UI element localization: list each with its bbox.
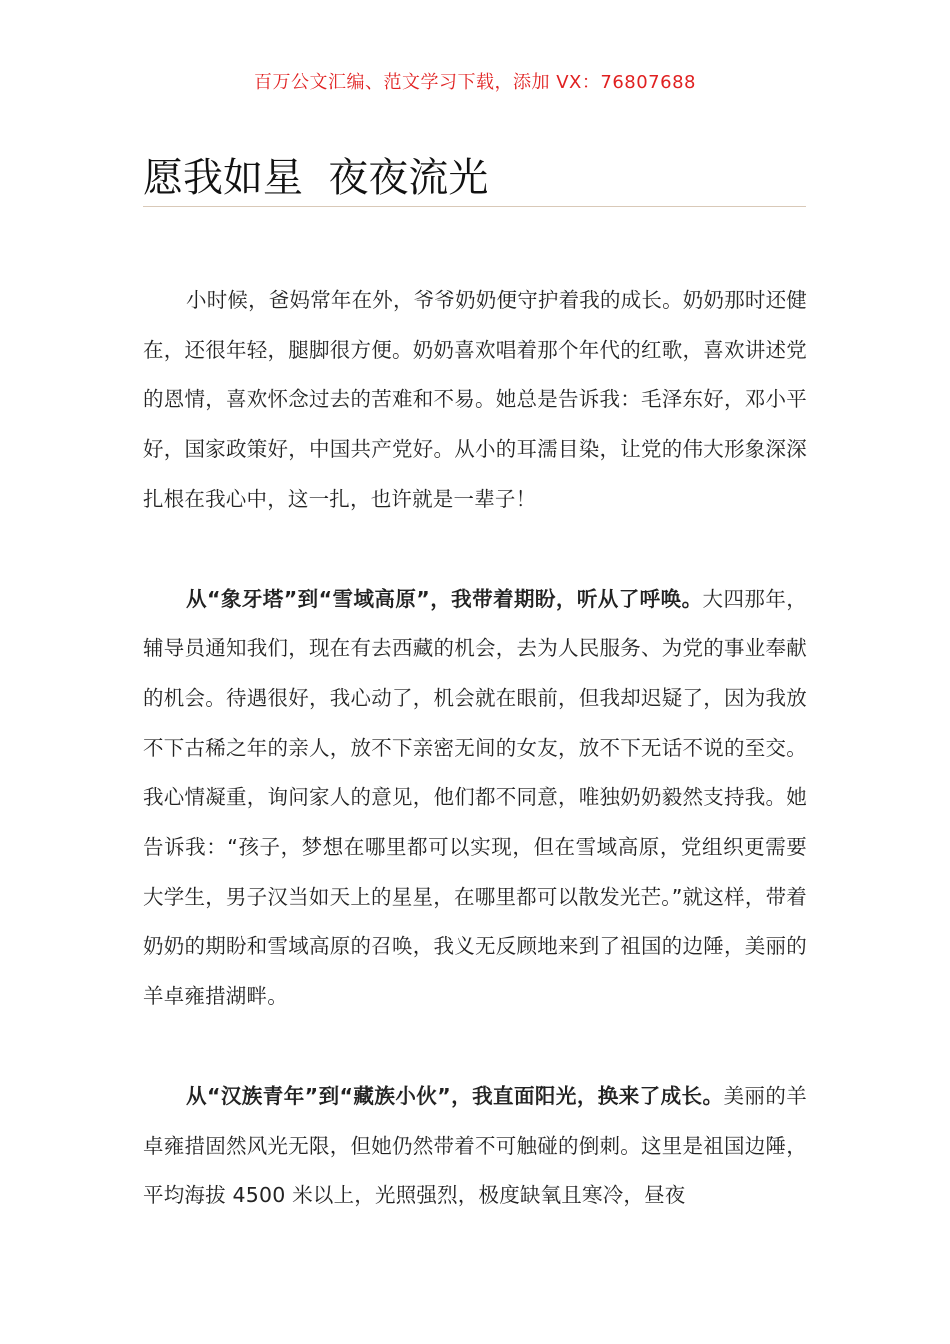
paragraph-1-text: 小时候，爸妈常年在外，爷爷奶奶便守护着我的成长。奶奶那时还健在，还很年轻，腿脚很方便。奶奶喜欢唱着那个年代的红歌，喜欢讲述党的恩情，喜欢怀念过去的苦难和不易。她总是告诉我：毛泽东好，邓小平好，国家政策好，中国共产党好。从小的耳濡目染，让党的伟大形象深深扎根在我心中，这一扎，也许就是一辈子！	[143, 288, 807, 511]
paragraph-2-lead: 从“象牙塔”到“雪域高原”，我带着期盼，听从了呼唤。	[186, 586, 703, 611]
paragraph-2-text: 大四那年，辅导员通知我们，现在有去西藏的机会，去为人民服务、为党的事业奉献的机会。待遇很好，我心动了，机会就在眼前，但我却迟疑了，因为我放不下古稀之年的亲人，放不下亲密无间的女友，放不下无话不说的至交。我心情凝重，询问家人的意见，他们都不同意，唯独奶奶毅然支持我。她告诉我：“孩子，梦想在哪里都可以实现，但在雪域高原，党组织更需要大学生，男子汉当如天上的星星，在哪里都可以散发光芒。”就这样，带着奶奶的期盼和雪域高原的召唤，我义无反顾地来到了祖国的边陲，美丽的羊卓雍措湖畔。	[143, 586, 808, 1009]
header-note: 百万公文汇编、范文学习下载，添加 VX：76807688	[254, 72, 696, 93]
paragraph-1	[143, 276, 807, 525]
paragraph-3-lead: 从“汉族青年”到“藏族小伙”，我直面阳光，换来了成长。	[186, 1083, 724, 1108]
paragraph-3	[143, 1072, 807, 1221]
paragraph-3-text: 美丽的羊卓雍措固然风光无限，但她仍然带着不可触碰的倒刺。这里是祖国边陲，平均海拔 4500 米以上，光照强烈，极度缺氧且寒冷，昼夜	[143, 1083, 807, 1208]
page-title: 愿我如星 夜夜流光	[143, 150, 806, 207]
paragraph-2	[143, 575, 807, 1022]
article-body	[143, 276, 807, 1271]
